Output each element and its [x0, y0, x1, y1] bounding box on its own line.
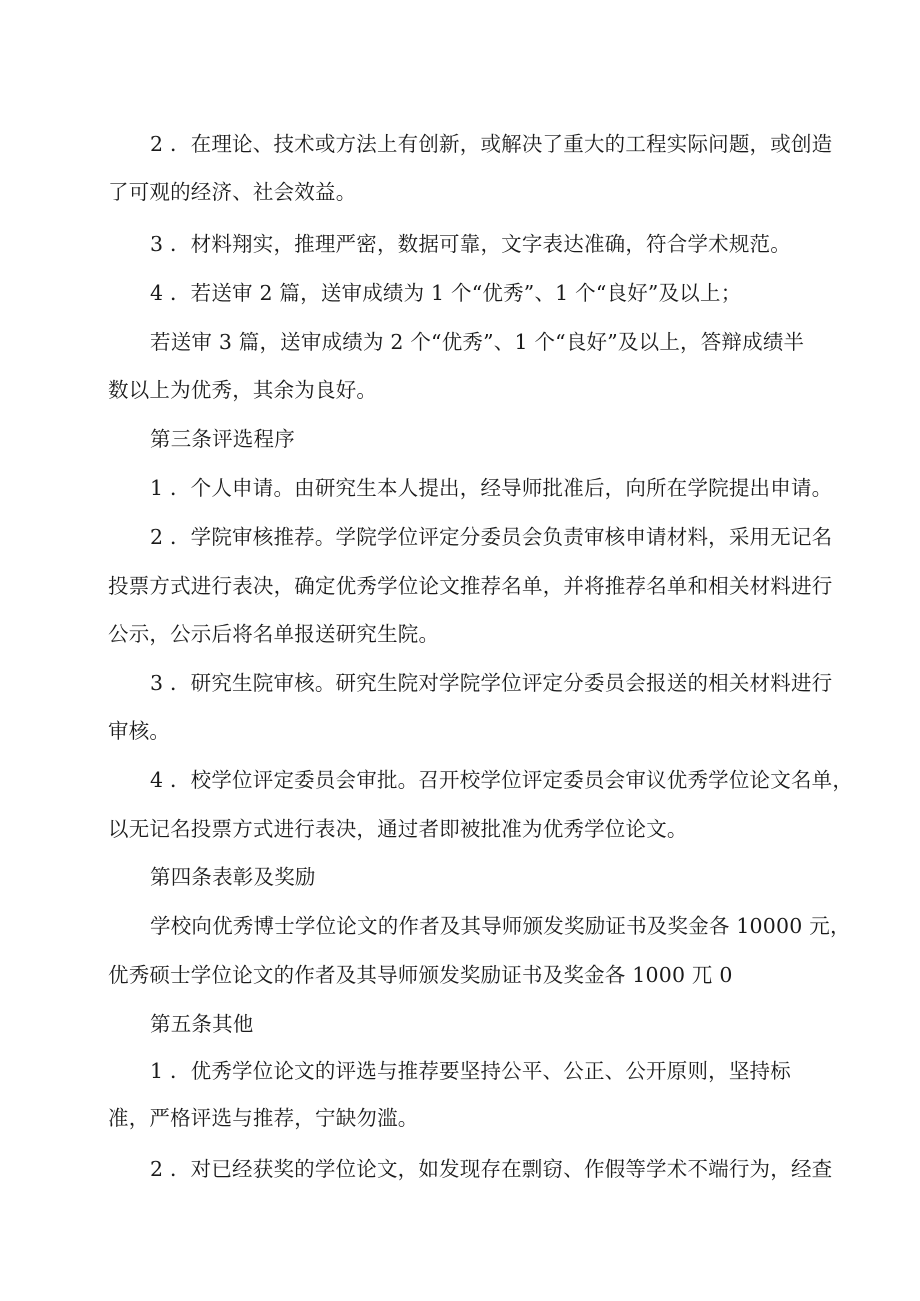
procedure-3-line-1: 3 ．研究生院审核。研究生院对学院学位评定分委员会报送的相关材料进行	[150, 671, 833, 695]
criterion-4-line-3: 数以上为优秀，其余为良好。	[108, 378, 378, 402]
criterion-4-line-1: 4 ．若送审 2 篇，送审成绩为 1 个“优秀”、1 个“良好”及以上；	[150, 281, 742, 305]
procedure-3-line-2: 审核。	[108, 719, 171, 743]
award-line-1: 学校向优秀博士学位论文的作者及其导师颁发奖励证书及奖金各 10000 元，	[150, 914, 851, 938]
procedure-2-line-3: 公示，公示后将名单报送研究生院。	[108, 622, 440, 646]
section-heading-article-4: 第四条表彰及奖励	[150, 865, 316, 889]
criterion-2-line-1: 2 ．在理论、技术或方法上有创新，或解决了重大的工程实际问题，或创造	[150, 132, 833, 156]
section-heading-article-3: 第三条评选程序	[150, 427, 295, 451]
procedure-1-line: 1 ．个人申请。由研究生本人提出，经导师批准后，向所在学院提出申请。	[150, 476, 833, 500]
other-1-line-1: 1 ．优秀学位论文的评选与推荐要坚持公平、公正、公开原则，坚持标	[150, 1059, 791, 1083]
criterion-4-line-2: 若送审 3 篇，送审成绩为 2 个“优秀”、1 个“良好”及以上，答辩成绩半	[150, 330, 805, 354]
procedure-2-line-2: 投票方式进行表决，确定优秀学位论文推荐名单，并将推荐名单和相关材料进行	[108, 574, 833, 598]
other-1-line-2: 准，严格评选与推荐，宁缺勿滥。	[108, 1106, 419, 1130]
criterion-2-line-2: 了可观的经济、社会效益。	[108, 180, 357, 204]
criterion-3-line: 3 ．材料翔实，推理严密，数据可靠，文字表达准确，符合学术规范。	[150, 232, 791, 256]
section-heading-article-5: 第五条其他	[150, 1012, 254, 1036]
procedure-2-line-1: 2 ．学院审核推荐。学院学位评定分委员会负责审核申请材料，采用无记名	[150, 525, 833, 549]
award-line-2: 优秀硕士学位论文的作者及其导师颁发奖励证书及奖金各 1000 兀 0	[108, 963, 733, 987]
other-2-line-1: 2 ．对已经获奖的学位论文，如发现存在剽窃、作假等学术不端行为，经查	[150, 1157, 833, 1181]
procedure-4-line-1: 4 ．校学位评定委员会审批。召开校学位评定委员会审议优秀学位论文名单，	[150, 768, 854, 792]
procedure-4-line-2: 以无记名投票方式进行表决，通过者即被批准为优秀学位论文。	[108, 817, 688, 841]
